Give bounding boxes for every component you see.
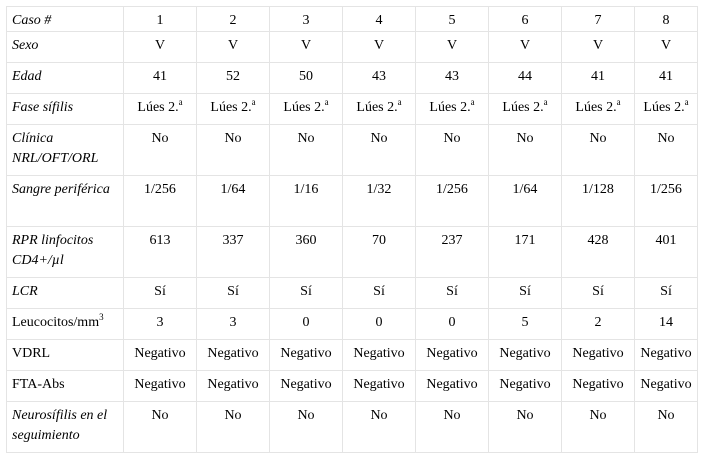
table-cell: 1/64: [197, 176, 270, 227]
table-cell: 44: [489, 63, 562, 94]
table-cell: Sí: [416, 278, 489, 309]
table-cell: Sí: [489, 278, 562, 309]
table-cell: Lúes 2.$^a$: [489, 94, 562, 125]
table-cell: 1/128: [562, 176, 635, 227]
table-cell: No: [489, 402, 562, 453]
table-cell: 2: [197, 7, 270, 32]
table-cell: Negativo: [343, 340, 416, 371]
table-cell: V: [635, 32, 698, 63]
table-row: [7, 309, 698, 340]
table-row: [7, 32, 698, 63]
table-cell: Negativo: [343, 371, 416, 402]
row-label: Leucocitos/$mm^3$: [7, 309, 124, 340]
table-cell: 1/16: [270, 176, 343, 227]
table-row: [7, 94, 698, 125]
table-cell: Sí: [635, 278, 698, 309]
table-cell: No: [124, 125, 197, 176]
table-cell: 0: [416, 309, 489, 340]
table-cell: Negativo: [489, 340, 562, 371]
table-cell: 237: [416, 227, 489, 278]
table-cell: V: [270, 32, 343, 63]
table-cell: 1/32: [343, 176, 416, 227]
table-cell: Sí: [124, 278, 197, 309]
table-cell: No: [416, 125, 489, 176]
table-cell: V: [197, 32, 270, 63]
table-cell: Negativo: [124, 340, 197, 371]
table-cell: Negativo: [635, 371, 698, 402]
table-cell: No: [635, 402, 698, 453]
table-cell: 70: [343, 227, 416, 278]
table-row: [7, 340, 698, 371]
table-cell: Lúes 2.$^a$: [124, 94, 197, 125]
row-label: RPR linfocitos CD4+/µl: [7, 227, 124, 278]
table-cell: 8: [635, 7, 698, 32]
table-cell: 41: [124, 63, 197, 94]
table-cell: Lúes 2.$^a$: [343, 94, 416, 125]
table-row: [7, 63, 698, 94]
table-cell: 43: [343, 63, 416, 94]
table-row: [7, 371, 698, 402]
table-cell: 1/256: [124, 176, 197, 227]
table-cell: Lúes 2.$^a$: [270, 94, 343, 125]
table-cell: 3: [270, 7, 343, 32]
table-cell: V: [343, 32, 416, 63]
row-label: LCR: [7, 278, 124, 309]
table-cell: No: [197, 402, 270, 453]
table-cell: No: [489, 125, 562, 176]
table-cell: No: [416, 402, 489, 453]
table-cell: Negativo: [197, 371, 270, 402]
table-cell: Negativo: [635, 340, 698, 371]
row-label: Edad: [7, 63, 124, 94]
table-cell: 52: [197, 63, 270, 94]
table-cell: 1/64: [489, 176, 562, 227]
table-cell: 0: [270, 309, 343, 340]
table-cell: 50: [270, 63, 343, 94]
table-row: [7, 278, 698, 309]
table-cell: No: [635, 125, 698, 176]
row-label: FTA-Abs: [7, 371, 124, 402]
table-cell: V: [562, 32, 635, 63]
table-cell: 5: [489, 309, 562, 340]
table-cell: Sí: [270, 278, 343, 309]
table-cell: Sí: [343, 278, 416, 309]
table-cell: 401: [635, 227, 698, 278]
row-label: Clínica NRL/OFT/ORL: [7, 125, 124, 176]
table-cell: 360: [270, 227, 343, 278]
table-cell: Lúes 2.$^a$: [416, 94, 489, 125]
row-label: VDRL: [7, 340, 124, 371]
table-cell: Sí: [562, 278, 635, 309]
table-cell: 4: [343, 7, 416, 32]
table-row: [7, 125, 698, 176]
table-cell: 337: [197, 227, 270, 278]
table-cell: 428: [562, 227, 635, 278]
table-cell: 1/256: [635, 176, 698, 227]
table-cell: No: [197, 125, 270, 176]
table-cell: Negativo: [124, 371, 197, 402]
table-cell: 41: [562, 63, 635, 94]
table-cell: 171: [489, 227, 562, 278]
table-cell: 2: [562, 309, 635, 340]
table-cell: 3: [124, 309, 197, 340]
table-cell: Negativo: [270, 340, 343, 371]
row-label: Neurosífilis en el seguimiento: [7, 402, 124, 453]
table-cell: 613: [124, 227, 197, 278]
table-row: [7, 402, 698, 453]
table-cell: 41: [635, 63, 698, 94]
table-cell: Lúes 2.$^a$: [197, 94, 270, 125]
table-row: [7, 176, 698, 227]
table-cell: 3: [197, 309, 270, 340]
table-cell: 0: [343, 309, 416, 340]
table-cell: Negativo: [197, 340, 270, 371]
row-label: Sangre periférica: [7, 176, 124, 227]
table-cell: Lúes 2.$^a$: [562, 94, 635, 125]
table-cell: V: [416, 32, 489, 63]
table-cell: 1: [124, 7, 197, 32]
table-cell: No: [562, 125, 635, 176]
table-cell: Negativo: [270, 371, 343, 402]
table-cell: Negativo: [562, 340, 635, 371]
table-cell: Negativo: [416, 371, 489, 402]
table-cell: No: [343, 402, 416, 453]
table-cell: Lúes 2.$^a$: [635, 94, 698, 125]
row-label: Caso #: [7, 7, 124, 32]
table-cell: 43: [416, 63, 489, 94]
table-cell: No: [124, 402, 197, 453]
cases-table: [6, 6, 698, 453]
table-row: [7, 7, 698, 32]
table-cell: 7: [562, 7, 635, 32]
table-cell: 1/256: [416, 176, 489, 227]
table-cell: Negativo: [562, 371, 635, 402]
table-cell: No: [343, 125, 416, 176]
table-cell: V: [489, 32, 562, 63]
table-cell: 5: [416, 7, 489, 32]
table-cell: 14: [635, 309, 698, 340]
table-cell: No: [270, 402, 343, 453]
table-cell: Sí: [197, 278, 270, 309]
table-cell: 6: [489, 7, 562, 32]
table-cell: Negativo: [489, 371, 562, 402]
table-cell: No: [270, 125, 343, 176]
table-cell: Negativo: [416, 340, 489, 371]
table-cell: No: [562, 402, 635, 453]
table-row: [7, 227, 698, 278]
row-label: Fase sífilis: [7, 94, 124, 125]
table-cell: V: [124, 32, 197, 63]
row-label: Sexo: [7, 32, 124, 63]
